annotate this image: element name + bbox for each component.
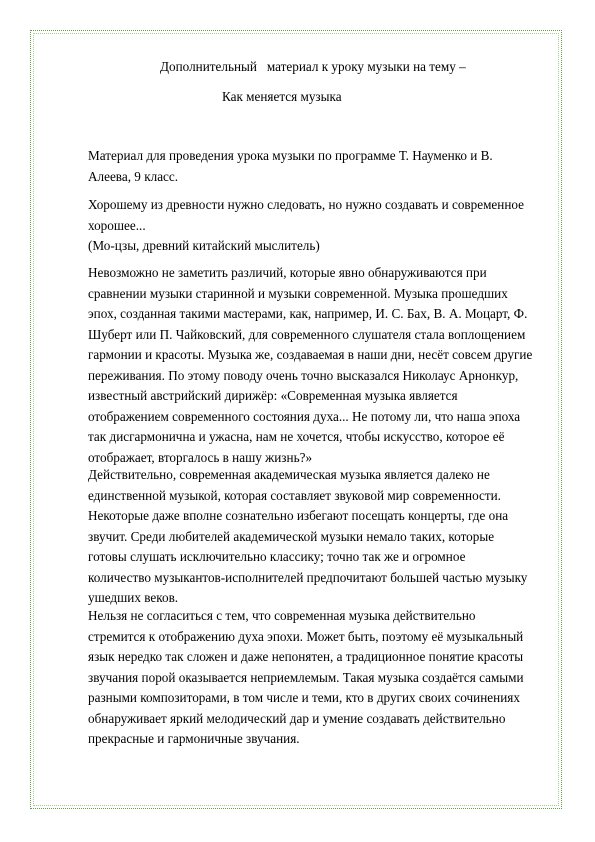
text-line: отображает, вторгалось в нашу жизнь?» — [88, 449, 313, 465]
text-line: единственной музыкой, которая составляет звуковой мир современности. — [88, 487, 501, 503]
text-line: сравнении музыки старинной и музыки современной. Музыка прошедших — [88, 285, 508, 301]
text-line: (Мо-цзы, древний китайский мыслитель) — [88, 238, 320, 253]
text-line: Хорошему из древности нужно следовать, но нужно создавать и современное — [88, 197, 525, 212]
text-line: готовы слушать исключительно классику; точно так же и огромное — [88, 549, 466, 564]
text-line: Действительно, современная академическая музыка является далеко не — [88, 467, 490, 482]
paragraph-body-3 — [88, 606, 558, 750]
text-line: язык нередко так сложен и даже непонятен, а традиционное понятие красоты — [88, 649, 524, 664]
paragraph-material-info — [88, 146, 558, 187]
text-line: Шуберт или П. Чайковский, для современного слушателя стала воплощением — [88, 326, 526, 342]
text-line: Материал для проведения урока музыки по программе Т. Науменко и В. — [88, 148, 493, 163]
text-line: хорошее... — [88, 217, 146, 233]
text-line: ушедших веков. — [88, 590, 179, 605]
text-line: количество музыкантов-исполнителей предпочитают большей частью музыку — [88, 569, 528, 585]
text-line: отображением современного состояния духа... Не потому ли, что наша эпоха — [88, 408, 521, 424]
document-title-line2: Как меняется музыка — [222, 89, 342, 104]
text-line: разными композиторами, в том числе и теми, кто в других своих сочинениях — [88, 690, 520, 705]
text-line: звучит. Среди любителей академической музыки немало таких, которые — [88, 528, 495, 544]
document-title-line1: Дополнительный материал к уроку музыки на тему – — [160, 59, 466, 74]
text-line: известный австрийский дирижёр: «Современная музыка является — [88, 388, 458, 403]
text-line: переживания. По этому поводу очень точно высказался Николаус Арнонкур, — [88, 367, 519, 383]
paragraph-body-1 — [88, 263, 558, 468]
text-line: гармонии и красоты. Музыка же, создаваемая в наши дни, несёт совсем другие — [88, 347, 533, 362]
text-line: эпох, созданная такими мастерами, как, например, И. С. Бах, В. А. Моцарт, Ф. — [88, 306, 528, 321]
text-line: обнаруживает яркий мелодический дар и умение создавать действительно — [88, 710, 506, 726]
text-line: прекрасные и гармоничные звучания. — [88, 731, 300, 746]
text-line: Нельзя не согласиться с тем, что современная музыка действительно — [88, 608, 476, 623]
paragraph-body-2 — [88, 465, 558, 609]
text-line: Невозможно не заметить различий, которые явно обнаруживаются при — [88, 265, 487, 280]
text-line: Алеева, 9 класс. — [88, 168, 179, 184]
text-line: стремится к отображению духа эпохи. Может быть, поэтому её музыкальный — [88, 628, 524, 644]
text-line: звучания порой оказывается неприемлемым. Такая музыка создаётся самыми — [88, 669, 524, 685]
text-line: Некоторые даже вполне сознательно избегают посещать концерты, где она — [88, 508, 509, 523]
paragraph-epigraph — [88, 195, 558, 257]
text-line: так дисгармонична и ужасна, нам не хочется, чтобы искусство, которое её — [88, 429, 505, 444]
